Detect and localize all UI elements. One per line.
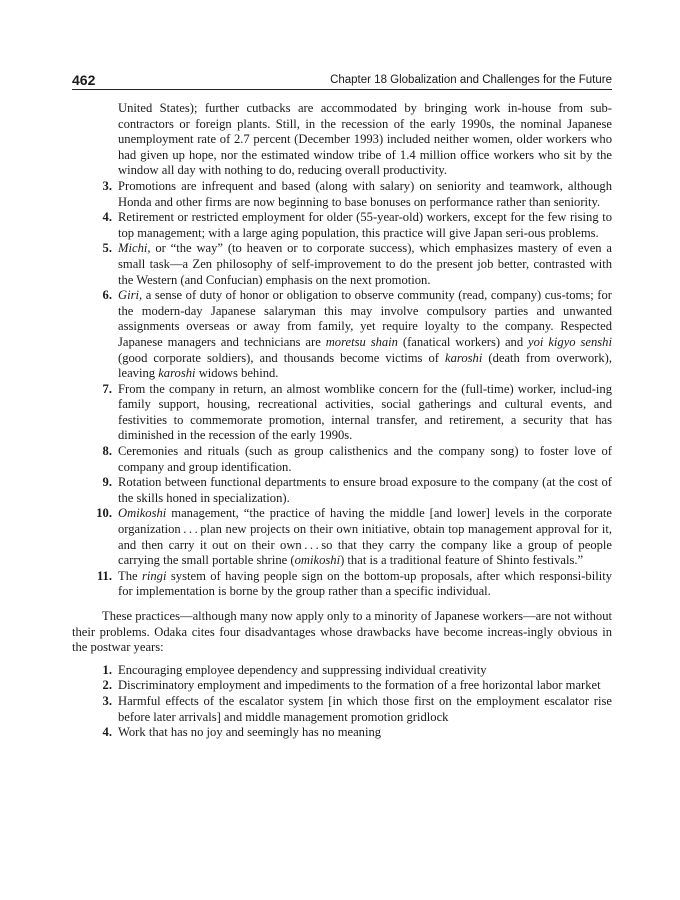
list-item-3 (72, 179, 612, 210)
item-number: 11. (96, 568, 112, 583)
item-text: management, “the practice of having the middle [and lower] levels in the corporate organization . . . plan new projects on their own initiative, obtain top management approval for it, and then carry it out on their own . . . so that they carry the company like a group of people carrying the small portable shrine ( (118, 506, 612, 568)
item-number: 7. (102, 381, 112, 396)
item-text: Rotation between functional departments to ensure broad exposure to the company (at the cost of the skills honed in specialization). (118, 475, 612, 505)
disadvantages-list (72, 663, 612, 741)
item-text: Retirement or restricted employment for older (55-year-old) workers, except for the few rising to top management; with a large aging population, this practice will give Japan seri-ous problems. (118, 210, 612, 240)
item-term: yoi kigyo senshi (528, 334, 612, 349)
item-term: karoshi (158, 366, 196, 381)
item-text: The (118, 568, 142, 583)
item-text: (fanatical workers) and (397, 334, 529, 349)
item-number: 2. (102, 678, 112, 693)
item-number: 3. (102, 693, 112, 708)
disadvantage-item-3 (72, 694, 612, 725)
item-number: 4. (102, 725, 112, 740)
list-item-7 (72, 382, 612, 444)
item-text: (good corporate soldiers), and thousands become victims of (118, 350, 446, 365)
list-item-continuation (72, 101, 612, 179)
disadvantage-item-1 (72, 663, 612, 679)
item-number: 6. (102, 288, 112, 303)
item-text: Ceremonies and rituals (such as group calisthenics and the company song) to foster love of company and group identification. (118, 444, 612, 474)
item-text: a sense of duty of honor or obligation to observe community (read, company) cus-toms; for the modern-day Japanese salaryman this may involve compulsory parties and unwanted assignments overseas or away from family, yet require loyalty to the company. Respected Japanese managers and technicians are (118, 288, 612, 349)
item-text: Discriminatory employment and impediments to the formation of a free horizontal labor market (118, 678, 601, 693)
item-text: Promotions are infrequent and based (along with salary) on seniority and teamwork, although Honda and other firms are now beginning to base bonuses on performance rather than seniority. (118, 178, 612, 209)
item-text: ) that is a traditional feature of Shinto festivals.” (340, 553, 584, 568)
list-item-8 (72, 444, 612, 475)
list-item-4 (72, 210, 612, 241)
list-item-9 (72, 475, 612, 506)
item-number: 8. (102, 444, 112, 459)
item-number: 1. (102, 662, 112, 677)
item-text: Work that has no joy and seemingly has no meaning (118, 725, 382, 740)
item-text: or “the way” (to heaven or to corporate success), which emphasizes mastery of even a small task—a Zen philosophy of self-improvement to do the present job better, contrasted with the Western (and Confucian) emphasis on the next promotion. (118, 241, 612, 287)
list-item-11 (72, 569, 612, 600)
item-text: United States); further cutbacks are accommodated by bringing work in-house from sub-contractors or foreign plants. Still, in the recession of the early 1990s, the nominal Japanese unemployment rate of 2.7 percent (December 1993) included neither women, older workers who had given up hope, nor the estimated window tribe of 1.4 million office workers who sit by the window all day with nothing to do, reducing overall productivity. (118, 101, 612, 178)
item-term: moretsu shain (325, 334, 398, 349)
item-term: ringi (141, 568, 167, 583)
list-item-10 (72, 506, 612, 568)
page-body (72, 101, 612, 741)
item-term: Michi, (118, 241, 151, 256)
item-text: system of having people sign on the bottom-up proposals, after which responsi-bility for implementation is borne by the group rather than a specific individual. (118, 568, 612, 599)
list-item-5 (72, 241, 612, 288)
item-number: 3. (102, 178, 112, 193)
item-text: From the company in return, an almost womblike concern for the (full-time) worker, includ-ing family support, housing, recreational activities, social gatherings and cultural events, and festivities to commemorate promotion, internal transfer, and retirement, a security that has diminished in the recession of the early 1990s. (118, 381, 612, 443)
item-term: omikoshi (294, 553, 341, 568)
running-head: Chapter 18 Globalization and Challenges for the Future (330, 74, 612, 86)
item-number: 4. (102, 210, 112, 225)
item-number: 10. (96, 506, 112, 521)
practices-list (72, 101, 612, 600)
item-term: Omikoshi (118, 506, 167, 521)
item-text: Harmful effects of the escalator system [in which those first on the employment escalator rise before later arrivals] and middle management promotion gridlock (118, 693, 612, 724)
item-term: Giri, (118, 288, 143, 303)
item-text: widows behind. (195, 366, 279, 381)
body-paragraph: These practices—although many now apply only to a minority of Japanese workers—are not without their problems. Odaka cites four disadvantages whose drawbacks have become increas-ingly obvious in the postwar years: (72, 609, 612, 655)
item-text: (death from overwork), leaving (118, 350, 612, 381)
disadvantage-item-2 (72, 678, 612, 694)
item-number: 5. (102, 241, 112, 256)
item-term: karoshi (445, 350, 483, 365)
page-number: 462 (72, 72, 96, 88)
list-item-6 (72, 288, 612, 382)
disadvantage-item-4 (72, 725, 612, 741)
header-rule (72, 89, 612, 90)
item-number: 9. (102, 475, 112, 490)
item-text: Encouraging employee dependency and suppressing individual creativity (118, 662, 487, 677)
